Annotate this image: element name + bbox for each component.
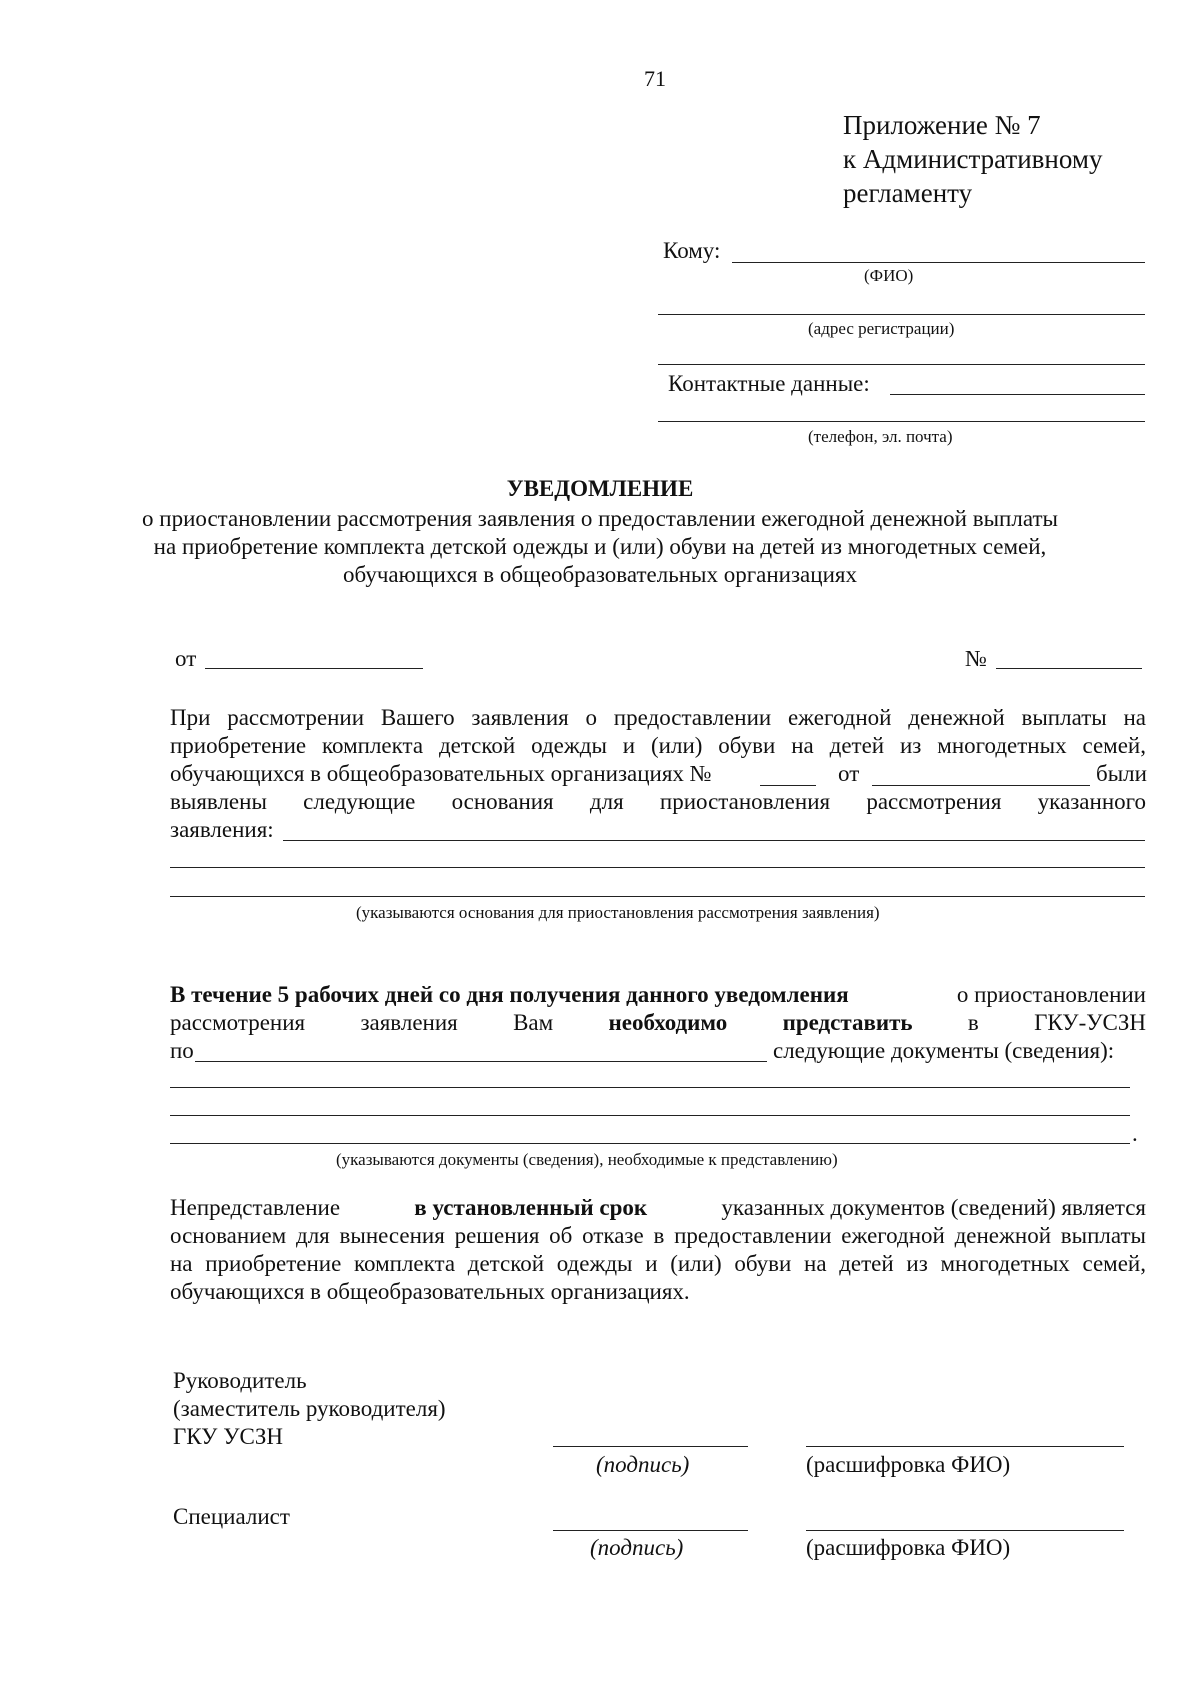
para3-line-1a: Непредставление xyxy=(170,1195,341,1220)
document-title: УВЕДОМЛЕНИЕ xyxy=(506,476,694,501)
head-signature-caption: (подпись) xyxy=(596,1452,690,1477)
para1-line-2: приобретение комплекта детской одежды и (или) обуви на детей из многодетных семей, xyxy=(170,733,1146,758)
head-title-line-2: (заместитель руководителя) xyxy=(173,1396,446,1421)
documents-field-3[interactable] xyxy=(170,1143,1130,1144)
contacts-label: Контактные данные: xyxy=(668,371,870,396)
head-title-line-3: ГКУ УСЗН xyxy=(173,1424,283,1449)
appendix-line-2: к Административному xyxy=(843,144,1103,174)
page-number: 71 xyxy=(644,66,666,91)
specialist-name-field[interactable] xyxy=(806,1530,1124,1531)
para3-line-3: на приобретение комплекта детской одежды и (или) обуви на детей из многодетных семей, xyxy=(170,1251,1146,1276)
address-field[interactable] xyxy=(658,314,1145,315)
reasons-field-3[interactable] xyxy=(170,896,1145,897)
number-field[interactable] xyxy=(996,668,1142,669)
reasons-field-1[interactable] xyxy=(283,840,1145,841)
appendix-line-1: Приложение № 7 xyxy=(843,110,1041,140)
title-line-2: на приобретение комплекта детской одежды и (или) обуви на детей из многодетных семей, xyxy=(153,534,1047,559)
documents-end-dot: . xyxy=(1132,1121,1138,1146)
para2-line-2 xyxy=(170,1010,1146,1036)
title-line-1: о приостановлении рассмотрения заявления о предоставлении ежегодной денежной выплаты xyxy=(142,506,1058,531)
specialist-name-caption: (расшифровка ФИО) xyxy=(806,1535,1011,1560)
para2-line-3b: следующие документы (сведения): xyxy=(773,1038,1115,1063)
from-label: от xyxy=(175,646,197,671)
reasons-caption: (указываются основания для приостановления рассмотрения заявления) xyxy=(356,903,880,922)
documents-caption: (указываются документы (сведения), необходимые к представлению) xyxy=(336,1150,838,1169)
para2-line-1 xyxy=(170,982,1146,1008)
address-caption: (адрес регистрации) xyxy=(808,319,955,338)
para2-line-3a: по xyxy=(170,1038,194,1063)
application-date-field[interactable] xyxy=(872,785,1090,786)
head-name-field[interactable] xyxy=(806,1446,1124,1447)
head-name-caption: (расшифровка ФИО) xyxy=(806,1452,1011,1477)
fio-field[interactable] xyxy=(732,262,1145,263)
para3-line-1-bold: в установленный срок xyxy=(414,1195,648,1220)
specialist-signature-field[interactable] xyxy=(553,1530,748,1531)
documents-field-2[interactable] xyxy=(170,1115,1130,1116)
address-field-2[interactable] xyxy=(658,364,1145,365)
para2-word-1: рассмотрения xyxy=(170,1010,306,1035)
para2-word-4: необходимо xyxy=(608,1010,728,1035)
para1-line-1: При рассмотрении Вашего заявления о предоставлении ежегодной денежной выплаты на xyxy=(170,705,1146,730)
contacts-field-2[interactable] xyxy=(658,421,1145,422)
date-field[interactable] xyxy=(205,668,423,669)
specialist-label: Специалист xyxy=(173,1504,290,1529)
specialist-signature-caption: (подпись) xyxy=(590,1535,684,1560)
para2-word-2: заявления xyxy=(360,1010,458,1035)
head-signature-field[interactable] xyxy=(553,1446,748,1447)
head-title-line-1: Руководитель xyxy=(173,1368,307,1393)
para1-line-3b: от xyxy=(838,761,860,786)
para2-word-6: в xyxy=(967,1010,979,1035)
contacts-caption: (телефон, эл. почта) xyxy=(808,427,953,446)
fio-caption: (ФИО) xyxy=(864,266,914,285)
application-number-field[interactable] xyxy=(760,785,816,786)
contacts-field[interactable] xyxy=(890,394,1145,395)
para1-line-4: выявлены следующие основания для приостановления рассмотрения указанного xyxy=(170,789,1146,814)
para3-line-1 xyxy=(170,1195,1146,1221)
number-label: № xyxy=(965,646,987,671)
para2-line-1-rest: о приостановлении xyxy=(956,982,1146,1007)
reasons-field-2[interactable] xyxy=(170,867,1145,868)
para2-line-1-bold: В течение 5 рабочих дней со дня получения данного уведомления xyxy=(170,982,849,1007)
appendix-line-3: регламенту xyxy=(843,178,973,208)
para2-word-5: представить xyxy=(782,1010,913,1035)
para3-line-1c: указанных документов (сведений) является xyxy=(721,1195,1146,1220)
uszn-district-field[interactable] xyxy=(195,1061,767,1062)
para2-word-7: ГКУ-УСЗН xyxy=(1034,1010,1146,1035)
para1-line-3a: обучающихся в общеобразовательных организациях № xyxy=(170,761,712,786)
para3-line-2: основанием для вынесения решения об отказе в предоставлении ежегодной денежной выплаты xyxy=(170,1223,1146,1248)
para1-line-3c: были xyxy=(1096,761,1147,786)
to-label: Кому: xyxy=(663,238,721,263)
documents-field-1[interactable] xyxy=(170,1087,1130,1088)
para1-line-5: заявления: xyxy=(170,817,274,842)
para3-line-4: обучающихся в общеобразовательных организациях. xyxy=(170,1279,690,1304)
title-line-3: обучающихся в общеобразовательных организациях xyxy=(343,562,857,587)
para2-word-3: Вам xyxy=(513,1010,554,1035)
